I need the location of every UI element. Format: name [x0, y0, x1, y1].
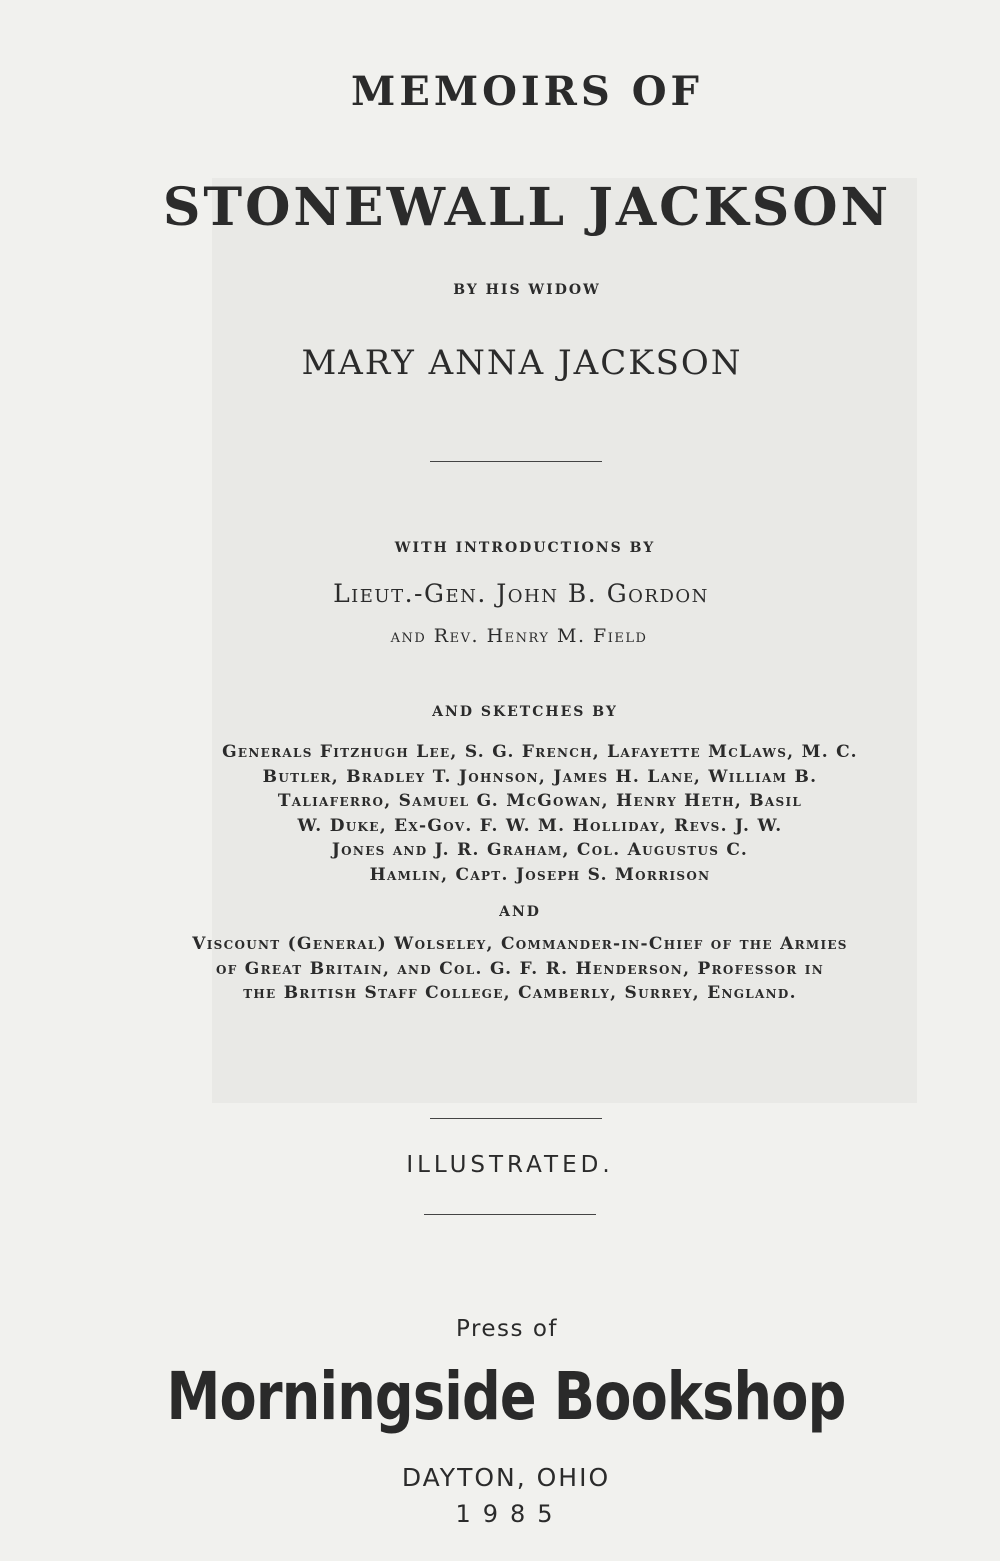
introducer-2: and Rev. Henry M. Field — [390, 625, 648, 647]
sketch-contributors — [100, 740, 980, 888]
title-line-1: MEMOIRS OF — [351, 68, 703, 115]
contributor-line: of Great Britain, and Col. G. F. R. Henderson, Professor in — [216, 958, 824, 979]
sketches-label: AND SKETCHES BY — [432, 704, 618, 720]
contributor-line: Hamlin, Capt. Joseph S. Morrison — [369, 864, 711, 885]
contributor-line: Jones and J. R. Graham, Col. Augustus C. — [331, 840, 749, 861]
contributor-line: Butler, Bradley T. Johnson, James H. Lane, William B. — [262, 766, 818, 787]
contributor-line: Taliaferro, Samuel G. McGowan, Henry Heth, Basil — [277, 791, 803, 812]
introducer-1: Lieut.-Gen. John B. Gordon — [333, 579, 709, 608]
divider-rule — [424, 1214, 596, 1215]
byline-label: BY HIS WIDOW — [453, 282, 601, 298]
publication-year: 1985 — [455, 1500, 565, 1528]
divider-rule — [430, 1118, 602, 1119]
press-of-label: Press of — [455, 1316, 558, 1342]
title-line-2: STONEWALL JACKSON — [162, 177, 892, 238]
introductions-label: WITH INTRODUCTIONS BY — [394, 540, 656, 556]
contributor-line: Generals Fitzhugh Lee, S. G. French, Lafayette McLaws, M. C. — [222, 742, 858, 762]
author-name: MARY ANNA JACKSON — [301, 343, 743, 383]
publisher-city: DAYTON, OHIO — [401, 1463, 611, 1492]
contributor-line: W. Duke, Ex-Gov. F. W. M. Holliday, Revs. J. W. — [297, 815, 783, 836]
divider-rule — [430, 461, 602, 462]
contributor-line: the British Staff College, Camberly, Surrey, England. — [243, 983, 797, 1004]
contributor-line: Viscount (General) Wolseley, Commander-in-Chief of the Armies — [192, 934, 848, 954]
illustrated-label: ILLUSTRATED. — [406, 1152, 614, 1178]
publisher-name: Morningside Bookshop — [166, 1358, 846, 1435]
additional-contributors — [100, 932, 940, 1006]
and-label: AND — [499, 904, 541, 920]
